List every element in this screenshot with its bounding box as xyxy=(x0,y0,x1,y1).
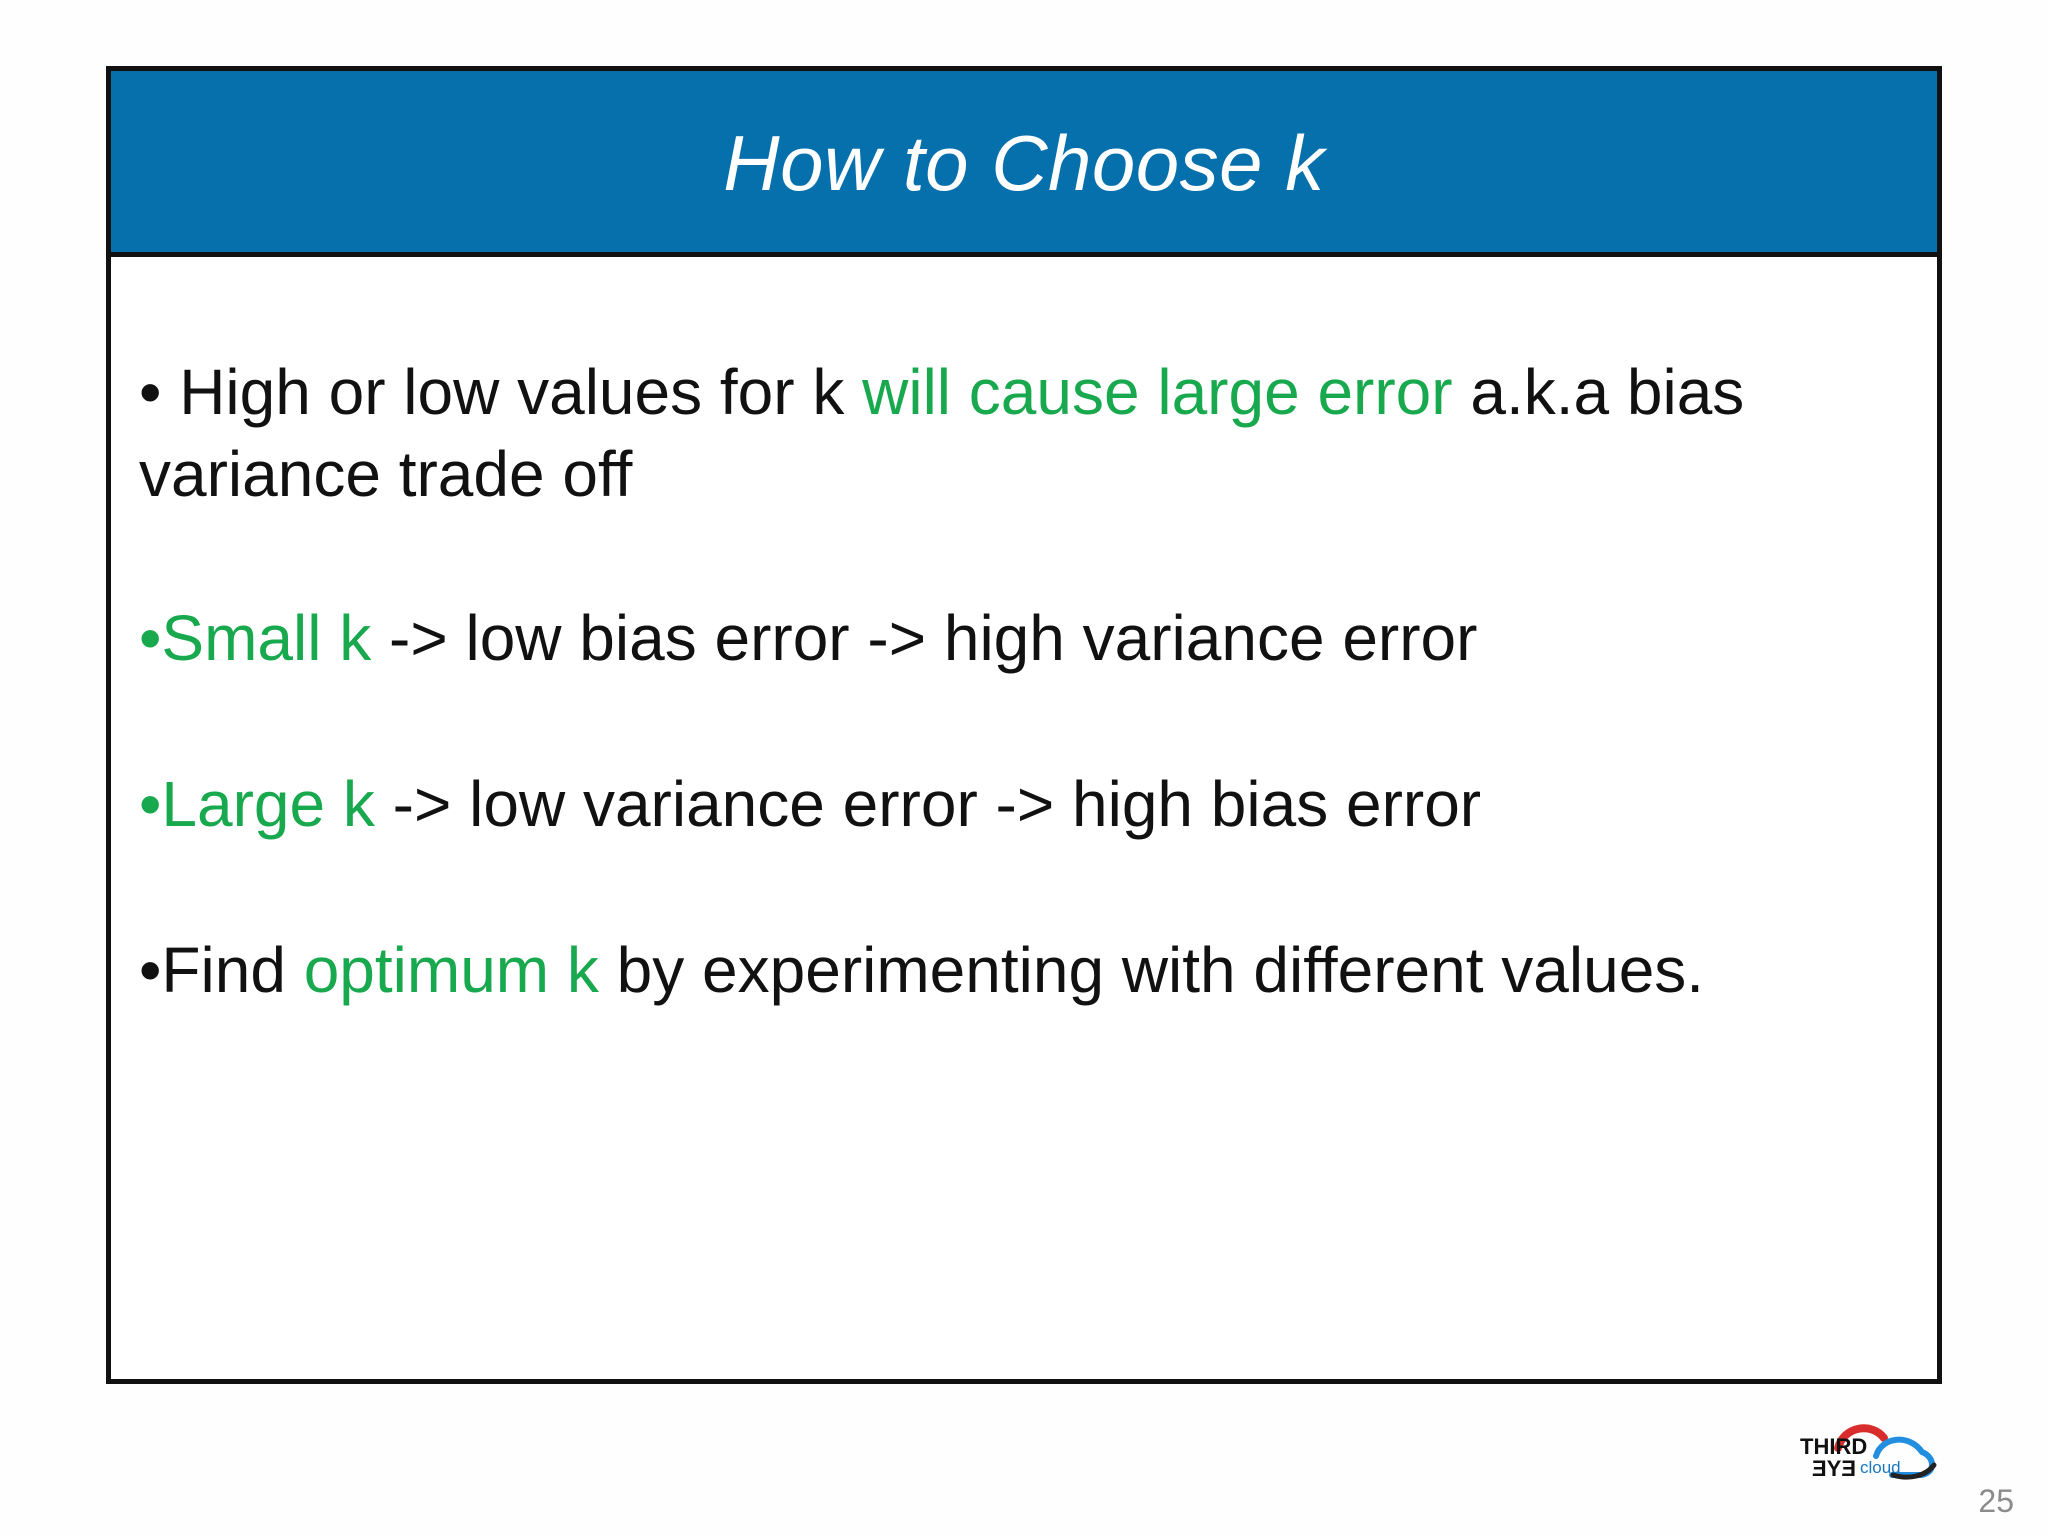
optimum-k-highlight: optimum k xyxy=(303,934,599,1006)
slide-body xyxy=(139,351,1919,1011)
small-k-text: -> low bias error -> high variance error xyxy=(371,602,1478,674)
slide-frame xyxy=(106,66,1942,1384)
point-large-k xyxy=(139,763,1919,845)
point-optimum-k xyxy=(139,929,1919,1011)
logo-bottom-text: EYE xyxy=(1811,1456,1856,1481)
slide-title: How to Choose k xyxy=(723,119,1325,207)
page-number: 25 xyxy=(1978,1483,2014,1519)
point-1-highlight: will cause large error xyxy=(862,356,1453,428)
third-eye-cloud-logo xyxy=(1790,1418,1940,1484)
large-k-text: -> low variance error -> high bias error xyxy=(374,768,1482,840)
point-1-second-line: variance trade off xyxy=(139,438,633,510)
large-k-highlight: •Large k xyxy=(139,768,375,840)
point-small-k xyxy=(139,597,1919,679)
logo-suffix-text: cloud xyxy=(1860,1458,1901,1477)
paragraph-gap xyxy=(139,515,1919,597)
point-1-text-start: • High or low values for k xyxy=(139,356,863,428)
paragraph-gap xyxy=(139,679,1919,763)
slide-header xyxy=(111,71,1937,257)
point-high-low-k xyxy=(139,351,1919,515)
optimum-k-suffix: by experimenting with different values. xyxy=(598,934,1705,1006)
optimum-k-prefix: •Find xyxy=(139,934,304,1006)
logo-top-text: THIRD xyxy=(1800,1434,1868,1459)
small-k-highlight: •Small k xyxy=(139,602,372,674)
point-1-text-end: a.k.a bias xyxy=(1452,356,1745,428)
paragraph-gap xyxy=(139,845,1919,929)
